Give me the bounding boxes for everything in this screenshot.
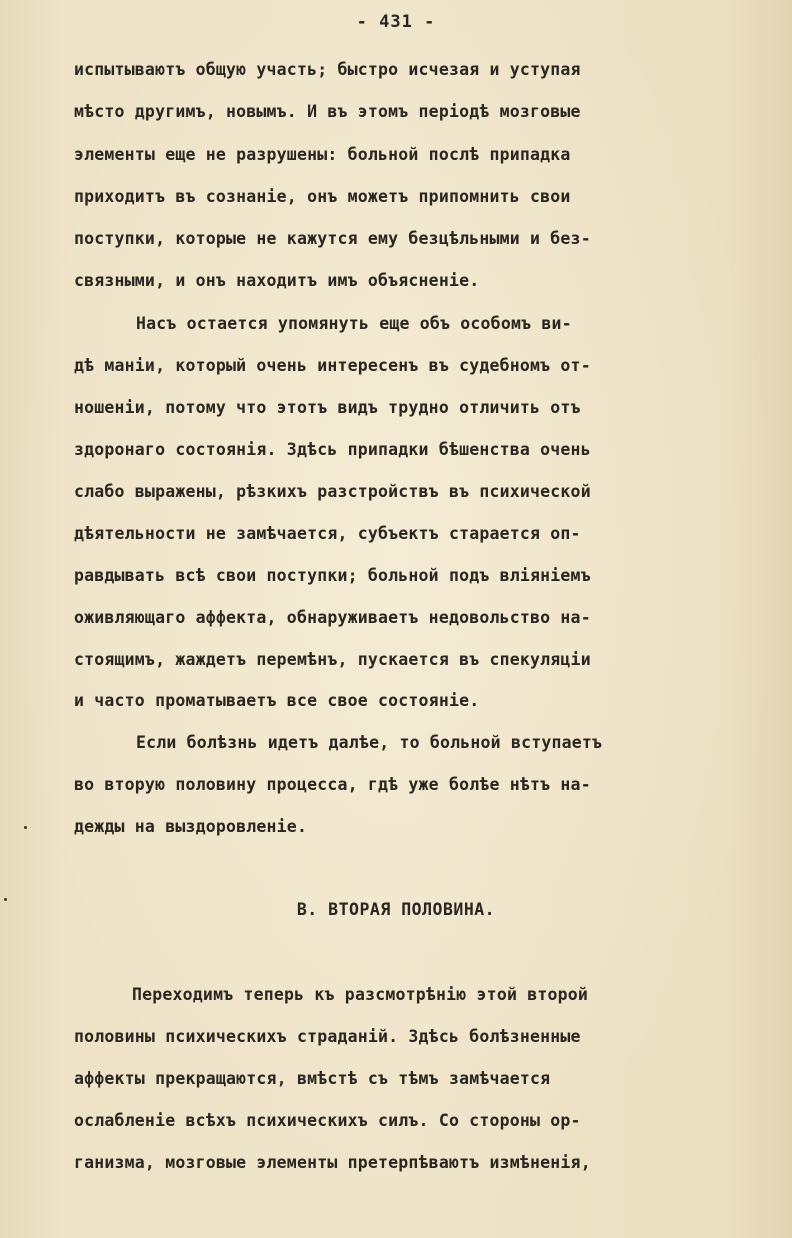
text-line: здоронаго состоянія. Здѣсь припадки бѣшенства очень xyxy=(74,440,591,459)
text-line: равдывать всѣ свои поступки; больной подъ вліяніемъ xyxy=(74,566,591,585)
text-line: стоящимъ, жаждетъ перемѣнъ, пускается въ спекуляціи xyxy=(74,650,591,669)
text-line: приходитъ въ сознаніе, онъ можетъ припомнить свои xyxy=(74,187,571,206)
text-line: половины психическихъ страданій. Здѣсь болѣзненные xyxy=(74,1027,581,1046)
text-line: мѣсто другимъ, новымъ. И въ этомъ періодѣ мозговые xyxy=(74,102,581,121)
text-line: аффекты прекращаются, вмѣстѣ съ тѣмъ замѣчается xyxy=(74,1069,551,1088)
text-line: слабо выражены, рѣзкихъ разстройствъ въ психической xyxy=(74,482,591,501)
text-line: связными, и онъ находитъ имъ объясненіе. xyxy=(74,271,480,290)
text-line: оживляющаго аффекта, обнаруживаетъ недовольство на- xyxy=(74,608,591,627)
text-line: поступки, которые не кажутся ему безцѣльными и без- xyxy=(74,229,591,248)
text-line: ослабленіе всѣхъ психическихъ силъ. Со стороны ор- xyxy=(74,1111,581,1130)
text-line: и часто проматываетъ все свое состояніе. xyxy=(74,691,480,710)
text-line: дѣятельности не замѣчается, субъектъ старается оп- xyxy=(74,524,581,543)
text-line: ношеніи, потому что этотъ видъ трудно отличить отъ xyxy=(74,398,581,417)
text-line: испытываютъ общую участь; быстро исчезая и уступая xyxy=(74,60,581,79)
text-line: Насъ остается упомянуть еще объ особомъ ви- xyxy=(136,314,572,333)
paper-speck xyxy=(4,898,7,901)
text-line: элементы еще не разрушены: больной послѣ припадка xyxy=(74,145,571,164)
section-heading: В. ВТОРАЯ ПОЛОВИНА. xyxy=(296,900,496,919)
paper-speck xyxy=(24,826,27,829)
text-line: дежды на выздоровленіе. xyxy=(74,817,308,836)
text-line: Переходимъ теперь къ разсмотрѣнію этой второй xyxy=(132,985,589,1004)
text-line: во вторую половину процесса, гдѣ уже болѣе нѣтъ на- xyxy=(74,775,591,794)
text-line: ганизма, мозговые элементы претерпѣваютъ измѣненія, xyxy=(74,1153,591,1172)
text-line: дѣ маніи, который очень интересенъ въ судебномъ от- xyxy=(74,356,591,375)
text-line: Если болѣзнь идетъ далѣе, то больной вступаетъ xyxy=(136,733,603,752)
page-number: - 431 - xyxy=(356,12,436,32)
